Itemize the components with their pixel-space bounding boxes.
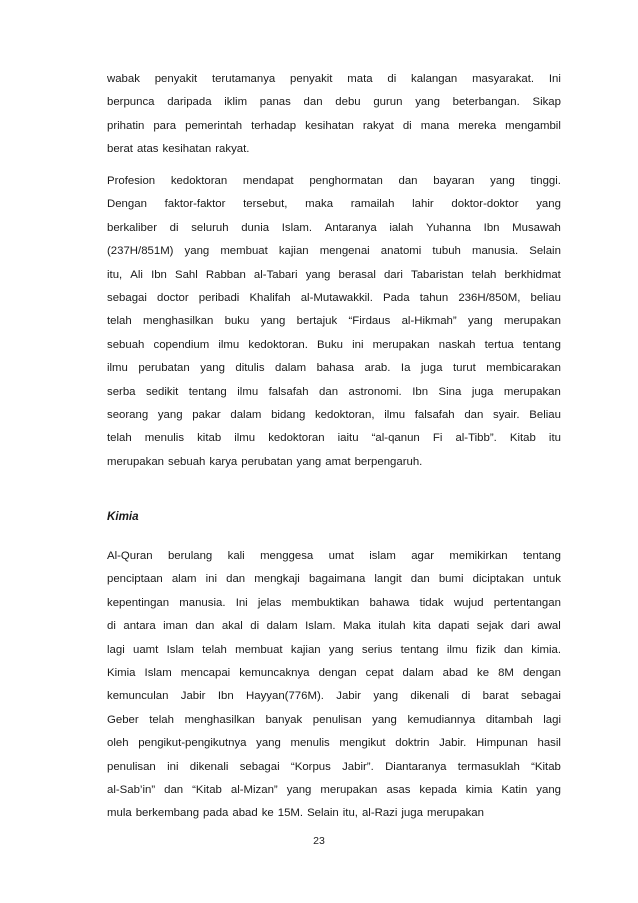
text-line: (237H/851M) yang membuat kajian mengenai anatomi tubuh manusia. Selain (107, 245, 561, 258)
text-line: merupakan sebuah karya perubatan yang amat berpengaruh. (107, 455, 423, 468)
text-line: Kimia Islam mencapai kemuncaknya dengan cepat dalam abad ke 8M dengan (107, 666, 561, 679)
text-line: berat atas kesihatan rakyat. (107, 143, 250, 156)
paragraph-1 (107, 68, 561, 162)
text-line: telah menulis kitab ilmu kedoktoran iaitu “al-qanun Fi al-Tibb”. Kitab itu (107, 432, 561, 445)
paragraph-3 (107, 545, 561, 826)
text-line: ilmu perubatan yang ditulis dalam bahasa arab. Ia juga turut membicarakan (107, 362, 561, 375)
text-line: sebagai doctor peribadi Khalifah al-Mutawakkil. Pada tahun 236H/850M, beliau (107, 291, 561, 304)
text-line: mula berkembang pada abad ke 15M. Selain itu, al-Razi juga merupakan (107, 807, 484, 820)
text-line: berpunca daripada iklim panas dan debu gurun yang beterbangan. Sikap (107, 96, 561, 109)
text-line: lagi uamt Islam telah membuat kajian yang serius tentang ilmu fizik dan kimia. (107, 643, 561, 656)
text-line: serba sedikit tentang ilmu falsafah dan astronomi. Ibn Sina juga merupakan (107, 385, 561, 398)
text-line: prihatin para pemerintah terhadap kesihatan rakyat di mana mereka mengambil (107, 119, 561, 132)
text-line: kemunculan Jabir Ibn Hayyan(776M). Jabir yang dikenali di barat sebagai (107, 690, 561, 703)
text-line: Profesion kedoktoran mendapat penghormatan dan bayaran yang tinggi. (107, 175, 561, 187)
text-line: telah menghasilkan buku yang bertajuk “Firdaus al-Hikmah” yang merupakan (107, 315, 561, 328)
text-line: kepentingan manusia. Ini jelas membuktikan bahawa tidak wujud pertentangan (107, 596, 561, 609)
text-line: penciptaan alam ini dan mengkaji bagaimana langit dan bumi diciptakan untuk (107, 573, 561, 586)
text-line: Dengan faktor-faktor tersebut, maka ramailah lahir doktor-doktor yang (107, 198, 561, 211)
text-line: di antara iman dan akal di dalam Islam. Maka itulah kita dapati sejak dari awal (107, 620, 561, 633)
text-line: oleh pengikut-pengikutnya yang menulis mengikut doktrin Jabir. Himpunan hasil (107, 737, 561, 750)
page-number: 23 (313, 835, 325, 847)
section-heading: Kimia (107, 510, 139, 523)
text-line: seorang yang pakar dalam bidang kedoktoran, ilmu falsafah dan syair. Beliau (107, 408, 561, 421)
text-line: Geber telah menghasilkan banyak penulisan yang kemudiannya ditambah lagi (107, 713, 561, 726)
text-line: penulisan ini dikenali sebagai “Korpus Jabir”. Diantaranya termasuklah “Kitab (107, 760, 561, 773)
text-line: wabak penyakit terutamanya penyakit mata di kalangan masyarakat. Ini (107, 73, 561, 85)
text-line: itu, Ali Ibn Sahl Rabban al-Tabari yang berasal dari Tabaristan telah berkhidmat (107, 268, 561, 281)
text-line: sebuah copendium ilmu kedoktoran. Buku ini merupakan naskah tertua tentang (107, 338, 561, 351)
text-line: al-Sab’in” dan “Kitab al-Mizan” yang merupakan asas kepada kimia Katin yang (107, 783, 561, 796)
paragraph-2 (107, 170, 561, 474)
text-line: berkaliber di seluruh dunia Islam. Antaranya ialah Yuhanna Ibn Musawah (107, 221, 561, 234)
text-line: Al-Quran berulang kali menggesa umat islam agar memikirkan tentang (107, 550, 561, 562)
